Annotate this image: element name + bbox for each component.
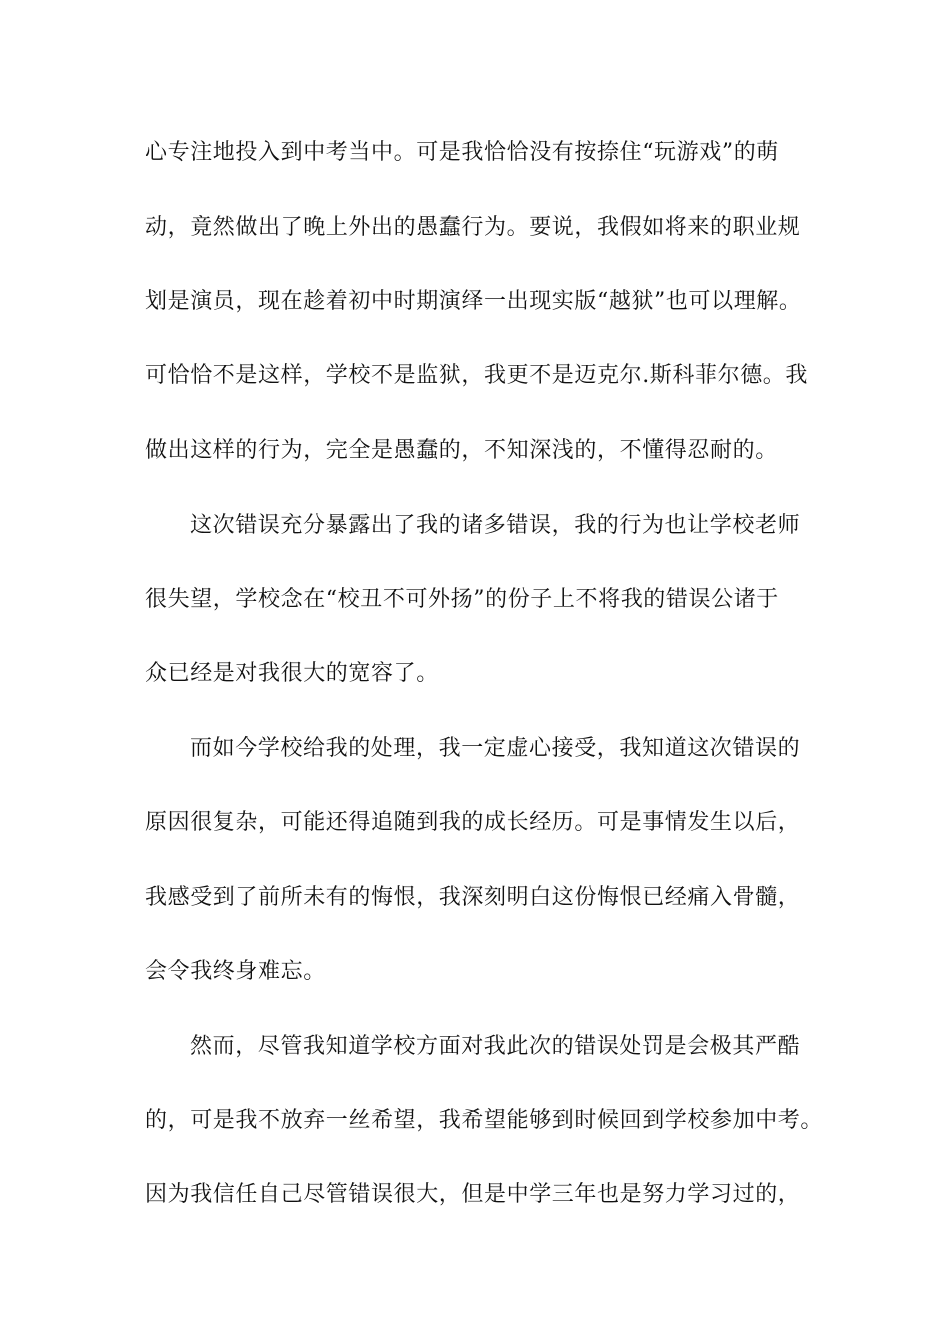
text-line-10: 原因很复杂，可能还得追随到我的成长经历。可是事情发生以后， <box>145 810 801 835</box>
text-line-11: 我感受到了前所未有的悔恨，我深刻明白这份悔恨已经痛入骨髓， <box>145 885 801 910</box>
text-line-12: 会令我终身难忘。 <box>145 959 326 984</box>
text-line-7: 很失望，学校念在“校丑不可外扬”的份子上不将我的错误公诸于 <box>145 587 779 612</box>
paragraph-start-line-6: 这次错误充分暴露出了我的诸多错误，我的行为也让学校老师 <box>190 513 801 538</box>
text-line-1: 心专注地投入到中考当中。可是我恰恰没有按捺住“玩游戏”的萌 <box>145 140 779 165</box>
text-line-4: 可恰恰不是这样，学校不是监狱，我更不是迈克尔.斯科菲尔德。我 <box>145 363 808 388</box>
paragraph-start-line-9: 而如今学校给我的处理，我一定虚心接受，我知道这次错误的 <box>190 736 801 761</box>
text-line-3: 划是演员，现在趁着初中时期演绎一出现实版“越狱”也可以理解。 <box>145 289 802 314</box>
paragraph-start-line-13: 然而，尽管我知道学校方面对我此次的错误处罚是会极其严酷 <box>190 1034 801 1059</box>
text-line-15: 因为我信任自己尽管错误很大，但是中学三年也是努力学习过的， <box>145 1182 801 1207</box>
text-line-8: 众已经是对我很大的宽容了。 <box>145 661 439 686</box>
text-line-5: 做出这样的行为，完全是愚蠢的，不知深浅的，不懂得忍耐的。 <box>145 438 778 463</box>
text-line-14: 的，可是我不放弃一丝希望，我希望能够到时候回到学校参加中考。 <box>145 1108 824 1133</box>
text-line-2: 动，竟然做出了晚上外出的愚蠢行为。要说，我假如将来的职业规 <box>145 215 801 240</box>
